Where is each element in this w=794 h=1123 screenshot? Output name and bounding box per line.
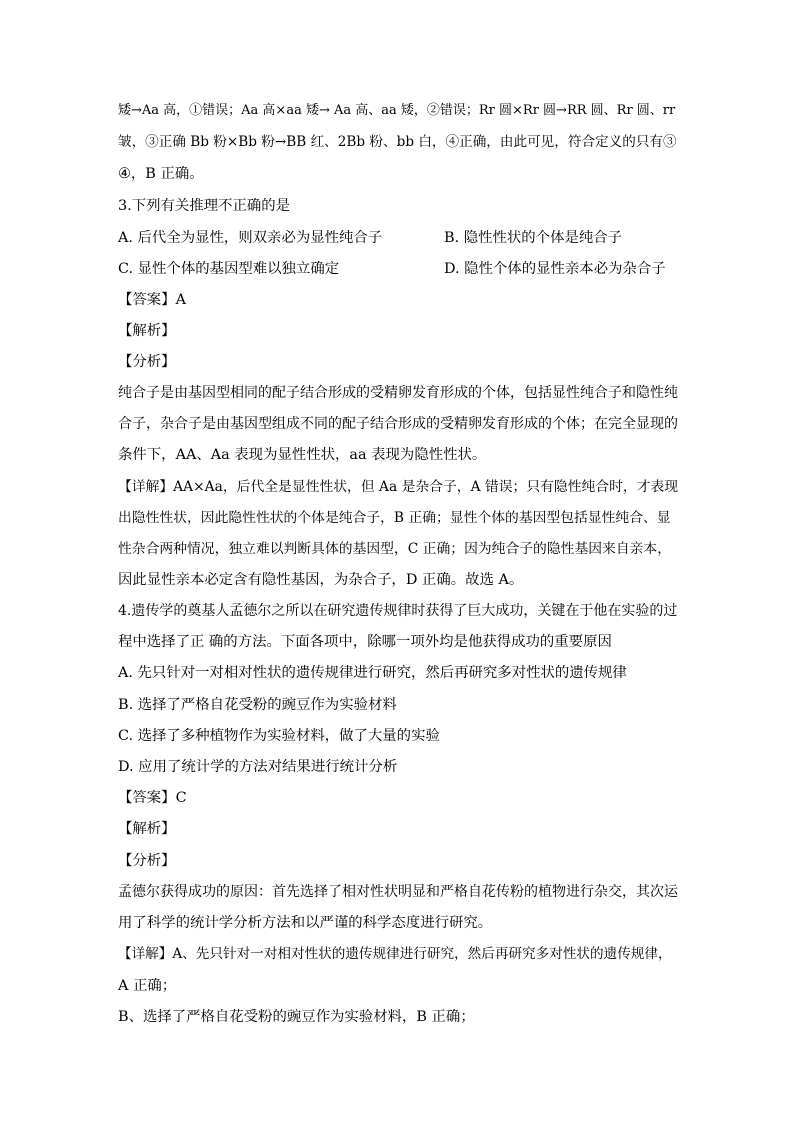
question-3-analysis-line-2: 合子，杂合子是由基因型组成不同的配子结合形成的受精卵发育形成的个体；在完全显现的 <box>118 416 678 432</box>
question-4-analysis-line-1: 孟德尔获得成功的原因：首先选择了相对性状明显和严格自花传粉的植物进行杂交，其次运 <box>118 884 678 900</box>
question-3-detail-line-1: 【详解】AA×Aa，后代全是显性性状，但 Aa 是杂合子，A 错误；只有隐性纯合时，才表现 <box>118 479 679 495</box>
question-3-detail-line-4: 因此显性亲本必定含有隐性基因，为杂合子，D 正确。故选 A。 <box>118 572 524 588</box>
question-3-option-d: D. 隐性个体的显性亲本必为杂合子 <box>444 261 666 277</box>
question-4-explanation-heading: 【解析】 <box>118 821 176 837</box>
question-4-analysis-line-2: 用了科学的统计学分析方法和以严谨的科学态度进行研究。 <box>118 915 493 931</box>
question-4-detail-line-3: B、选择了严格自花受粉的豌豆作为实验材料，B 正确； <box>118 1009 475 1025</box>
question-3-stem: 3.下列有关推理不正确的是 <box>118 198 291 214</box>
question-4-option-d: D. 应用了统计学的方法对结果进行统计分析 <box>118 759 398 775</box>
question-3-detail-line-2: 出隐性性状，因此隐性性状的个体是纯合子，B 正确；显性个体的基因型包括显性纯合、显 <box>118 510 671 526</box>
question-3-answer: 【答案】A <box>118 292 186 308</box>
question-4-option-b: B. 选择了严格自花受粉的豌豆作为实验材料 <box>118 697 397 713</box>
question-4-detail-line-1: 【详解】A、先只针对一对相对性状的遗传规律进行研究，然后再研究多对性状的遗传规律， <box>118 946 672 962</box>
question-4-stem-line-1: 4.遗传学的奠基人孟德尔之所以在研究遗传规律时获得了巨大成功，关键在于他在实验的过 <box>118 603 678 619</box>
question-4-option-c: C. 选择了多种植物作为实验材料，做了大量的实验 <box>118 728 440 744</box>
question-3-analysis-line-1: 纯合子是由基因型相同的配子结合形成的受精卵发育形成的个体，包括显性纯合子和隐性纯 <box>118 385 678 401</box>
question-3-explanation-heading: 【解析】 <box>118 323 176 339</box>
question-4-detail-line-2: A 正确； <box>118 978 177 994</box>
question-3-option-c: C. 显性个体的基因型难以独立确定 <box>118 261 340 277</box>
continuation-line-1: 矮→Aa 高，①错误；Aa 高×aa 矮→ Aa 高、aa 矮，②错误；Rr 圆×Rr 圆→RR 圆、Rr 圆、rr <box>118 103 676 118</box>
question-3-analysis-heading: 【分析】 <box>118 354 176 370</box>
question-4-stem-line-2: 程中选择了正 确的方法。下面各项中，除哪一项外均是他获得成功的重要原因 <box>118 634 612 650</box>
question-3-option-a: A. 后代全为显性，则双亲必为显性纯合子 <box>118 230 383 246</box>
continuation-line-3: ④，B 正确。 <box>118 166 204 182</box>
question-3-detail-line-3: 性杂合两种情况，独立难以判断具体的基因型，C 正确；因为纯合子的隐性基因来自亲本， <box>118 541 672 557</box>
continuation-line-2: 皱，③正确 Bb 粉×Bb 粉→BB 红、2Bb 粉、bb 白，④正确，由此可见，符合定义的只有③ <box>118 134 677 150</box>
question-3-option-b: B. 隐性性状的个体是纯合子 <box>444 230 623 246</box>
question-4-analysis-heading: 【分析】 <box>118 853 176 869</box>
question-4-option-a: A. 先只针对一对相对性状的遗传规律进行研究，然后再研究多对性状的遗传规律 <box>118 665 627 681</box>
question-3-analysis-line-3: 条件下，AA、Aa 表现为显性性状，aa 表现为隐性性状。 <box>118 447 487 463</box>
question-4-answer: 【答案】C <box>118 790 187 806</box>
